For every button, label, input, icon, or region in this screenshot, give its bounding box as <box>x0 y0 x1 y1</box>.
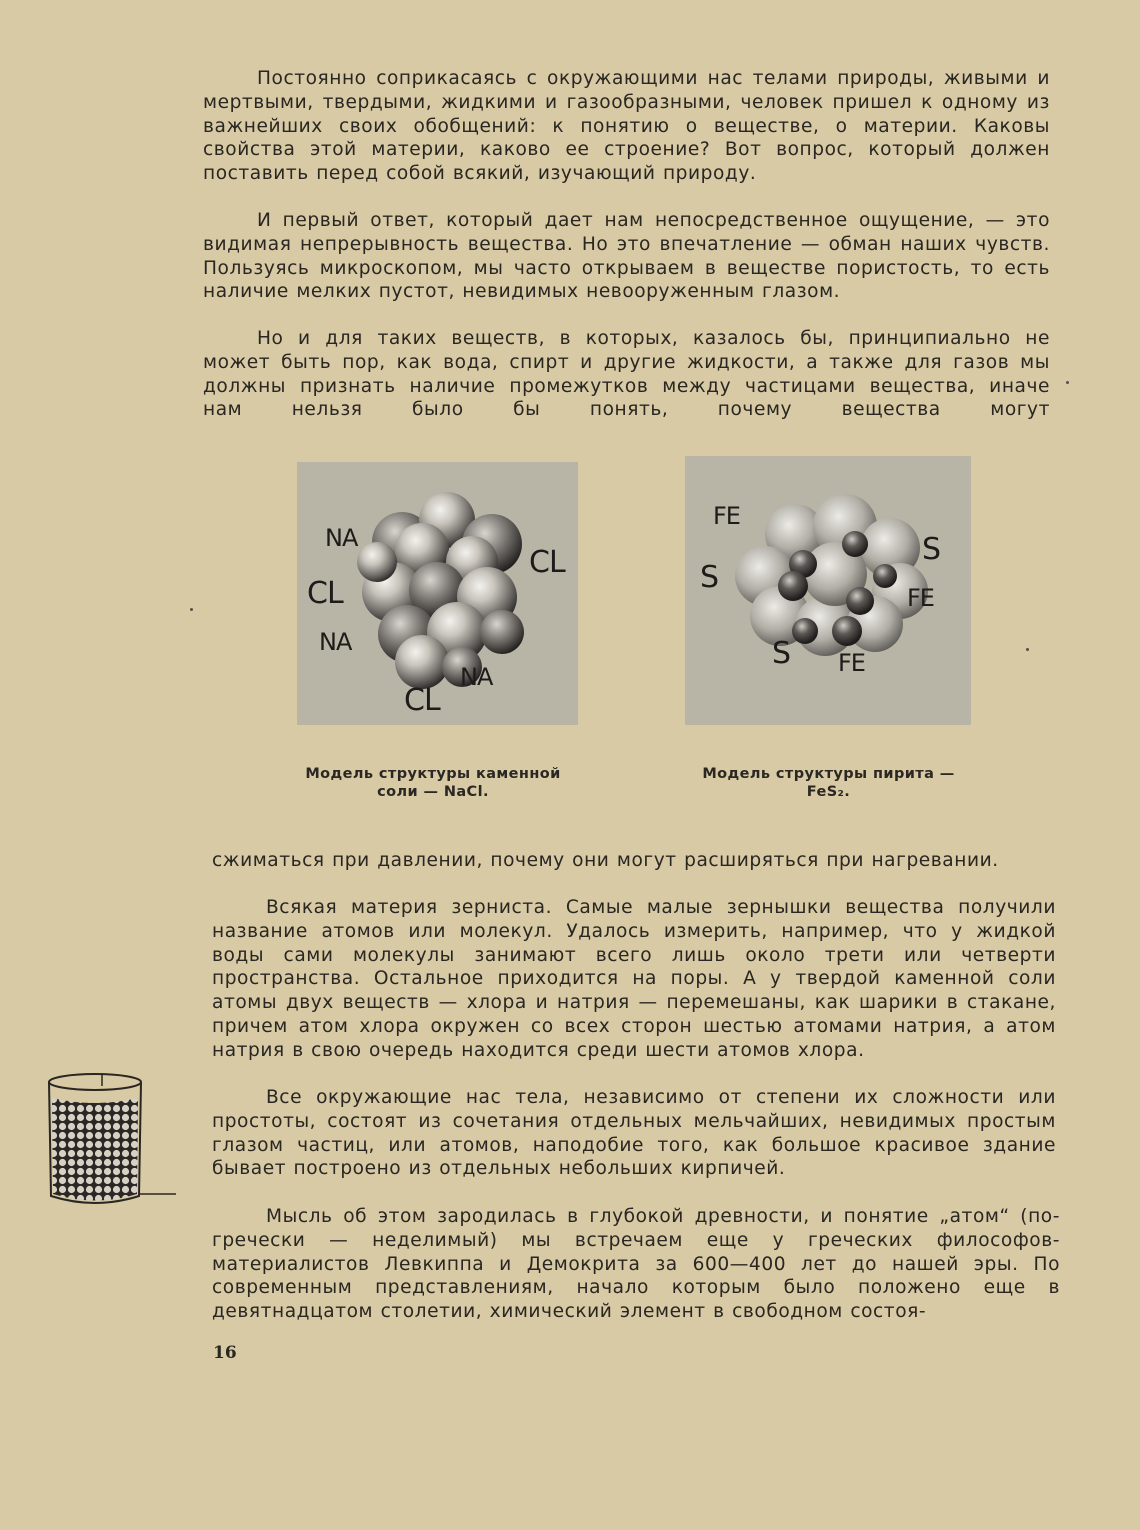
paragraph-2 <box>203 209 1050 304</box>
pyrite-model-figure <box>685 456 971 725</box>
paragraph-4-text: сжиматься при давлении, почему они могут расширяться при нагревании. <box>212 850 999 871</box>
beaker-with-balls-illustration <box>40 1068 180 1218</box>
fe-label-2: FE <box>907 584 934 612</box>
page-number: 16 <box>213 1343 237 1363</box>
fe-label-3: FE <box>838 649 865 677</box>
print-speck <box>1066 381 1069 384</box>
paragraph-7 <box>212 1205 1060 1324</box>
paragraph-2-text: И первый ответ, который дает нам непосредственное ощущение, — это видимая непрерывность вещества. Но это впечатление — обман наших чувств. Пользуясь микроскопом, мы часто открываем в веществе пористость, то есть наличие мелких пустот, невидимых невооруженным глазом. <box>203 210 1050 303</box>
paragraph-5-text: Всякая материя зерниста. Самые малые зернышки вещества получили название атомов или молекул. Удалось измерить, например, что у жидкой воды сами молекулы занимают всего лишь около трети или четверти пространства. Остальное приходится на поры. А у твердой каменной соли атомы двух веществ — хлора и натрия — перемешаны, как шарики в стакане, причем атом хлора окружен со всех сторон шестью атомами натрия, а атом натрия в свою очередь находится среди шести атомов хлора. <box>212 897 1056 1061</box>
paragraph-5 <box>212 896 1056 1063</box>
paragraph-3 <box>203 327 1050 422</box>
print-speck <box>190 608 193 611</box>
cl-label-3: CL <box>404 683 440 718</box>
paragraph-3-text: Но и для таких веществ, в которых, казалось бы, принципиально не может быть пор, как вода, спирт и другие жидкости, а также для газов мы должны признать наличие промежутков между частицами вещества, иначе нам нельзя было бы понять, почему вещества могут <box>203 328 1050 421</box>
paragraph-4 <box>212 849 1056 873</box>
paragraph-1-text: Постоянно соприкасаясь с окружающими нас телами природы, живыми и мертвыми, твердыми, жидкими и газообразными, человек пришел к одному из важнейших своих обобщений: к понятию о веществе, о материи. Каковы свойства этой материи, каково ее строение? Вот вопрос, который должен поставить перед собой всякий, изучающий природу. <box>203 68 1050 185</box>
paragraph-6 <box>212 1086 1056 1181</box>
na-label-3: NA <box>460 663 493 691</box>
pyrite-model-caption: Модель структуры пирита — FeS₂. <box>702 766 955 800</box>
paragraph-7-text: Мысль об этом зародилась в глубокой древности, и понятие „атом“ (по-гречески — неделимый) мы встречаем еще у греческих философов-материалистов Левкиппа и Демокрита за 600—400 лет до нашей эры. По современным представлениям, начало которым было положено еще в девятнадцатом столетии, химический элемент в свободном состоя- <box>212 1206 1060 1323</box>
print-speck <box>1026 648 1029 651</box>
salt-model-caption: Модель структуры каменной соли — NaCl. <box>305 766 561 800</box>
paragraph-6-text: Все окружающие нас тела, независимо от степени их сложности или простоты, состоят из сочетания отдельных мельчайших, невидимых простым глазом частиц, или атомов, наподобие того, как большое красивое здание бывает построено из отдельных небольших кирпичей. <box>212 1087 1056 1180</box>
cl-label-2: CL <box>307 576 343 611</box>
na-label-1: NA <box>325 524 358 552</box>
na-label-2: NA <box>319 628 352 656</box>
s-label-3: S <box>772 636 791 671</box>
cl-label-1: CL <box>529 545 565 580</box>
salt-model-figure <box>297 462 578 725</box>
fe-label-1: FE <box>713 502 740 530</box>
s-label-1: S <box>922 532 941 567</box>
s-label-2: S <box>700 560 719 595</box>
paragraph-1 <box>203 67 1050 186</box>
